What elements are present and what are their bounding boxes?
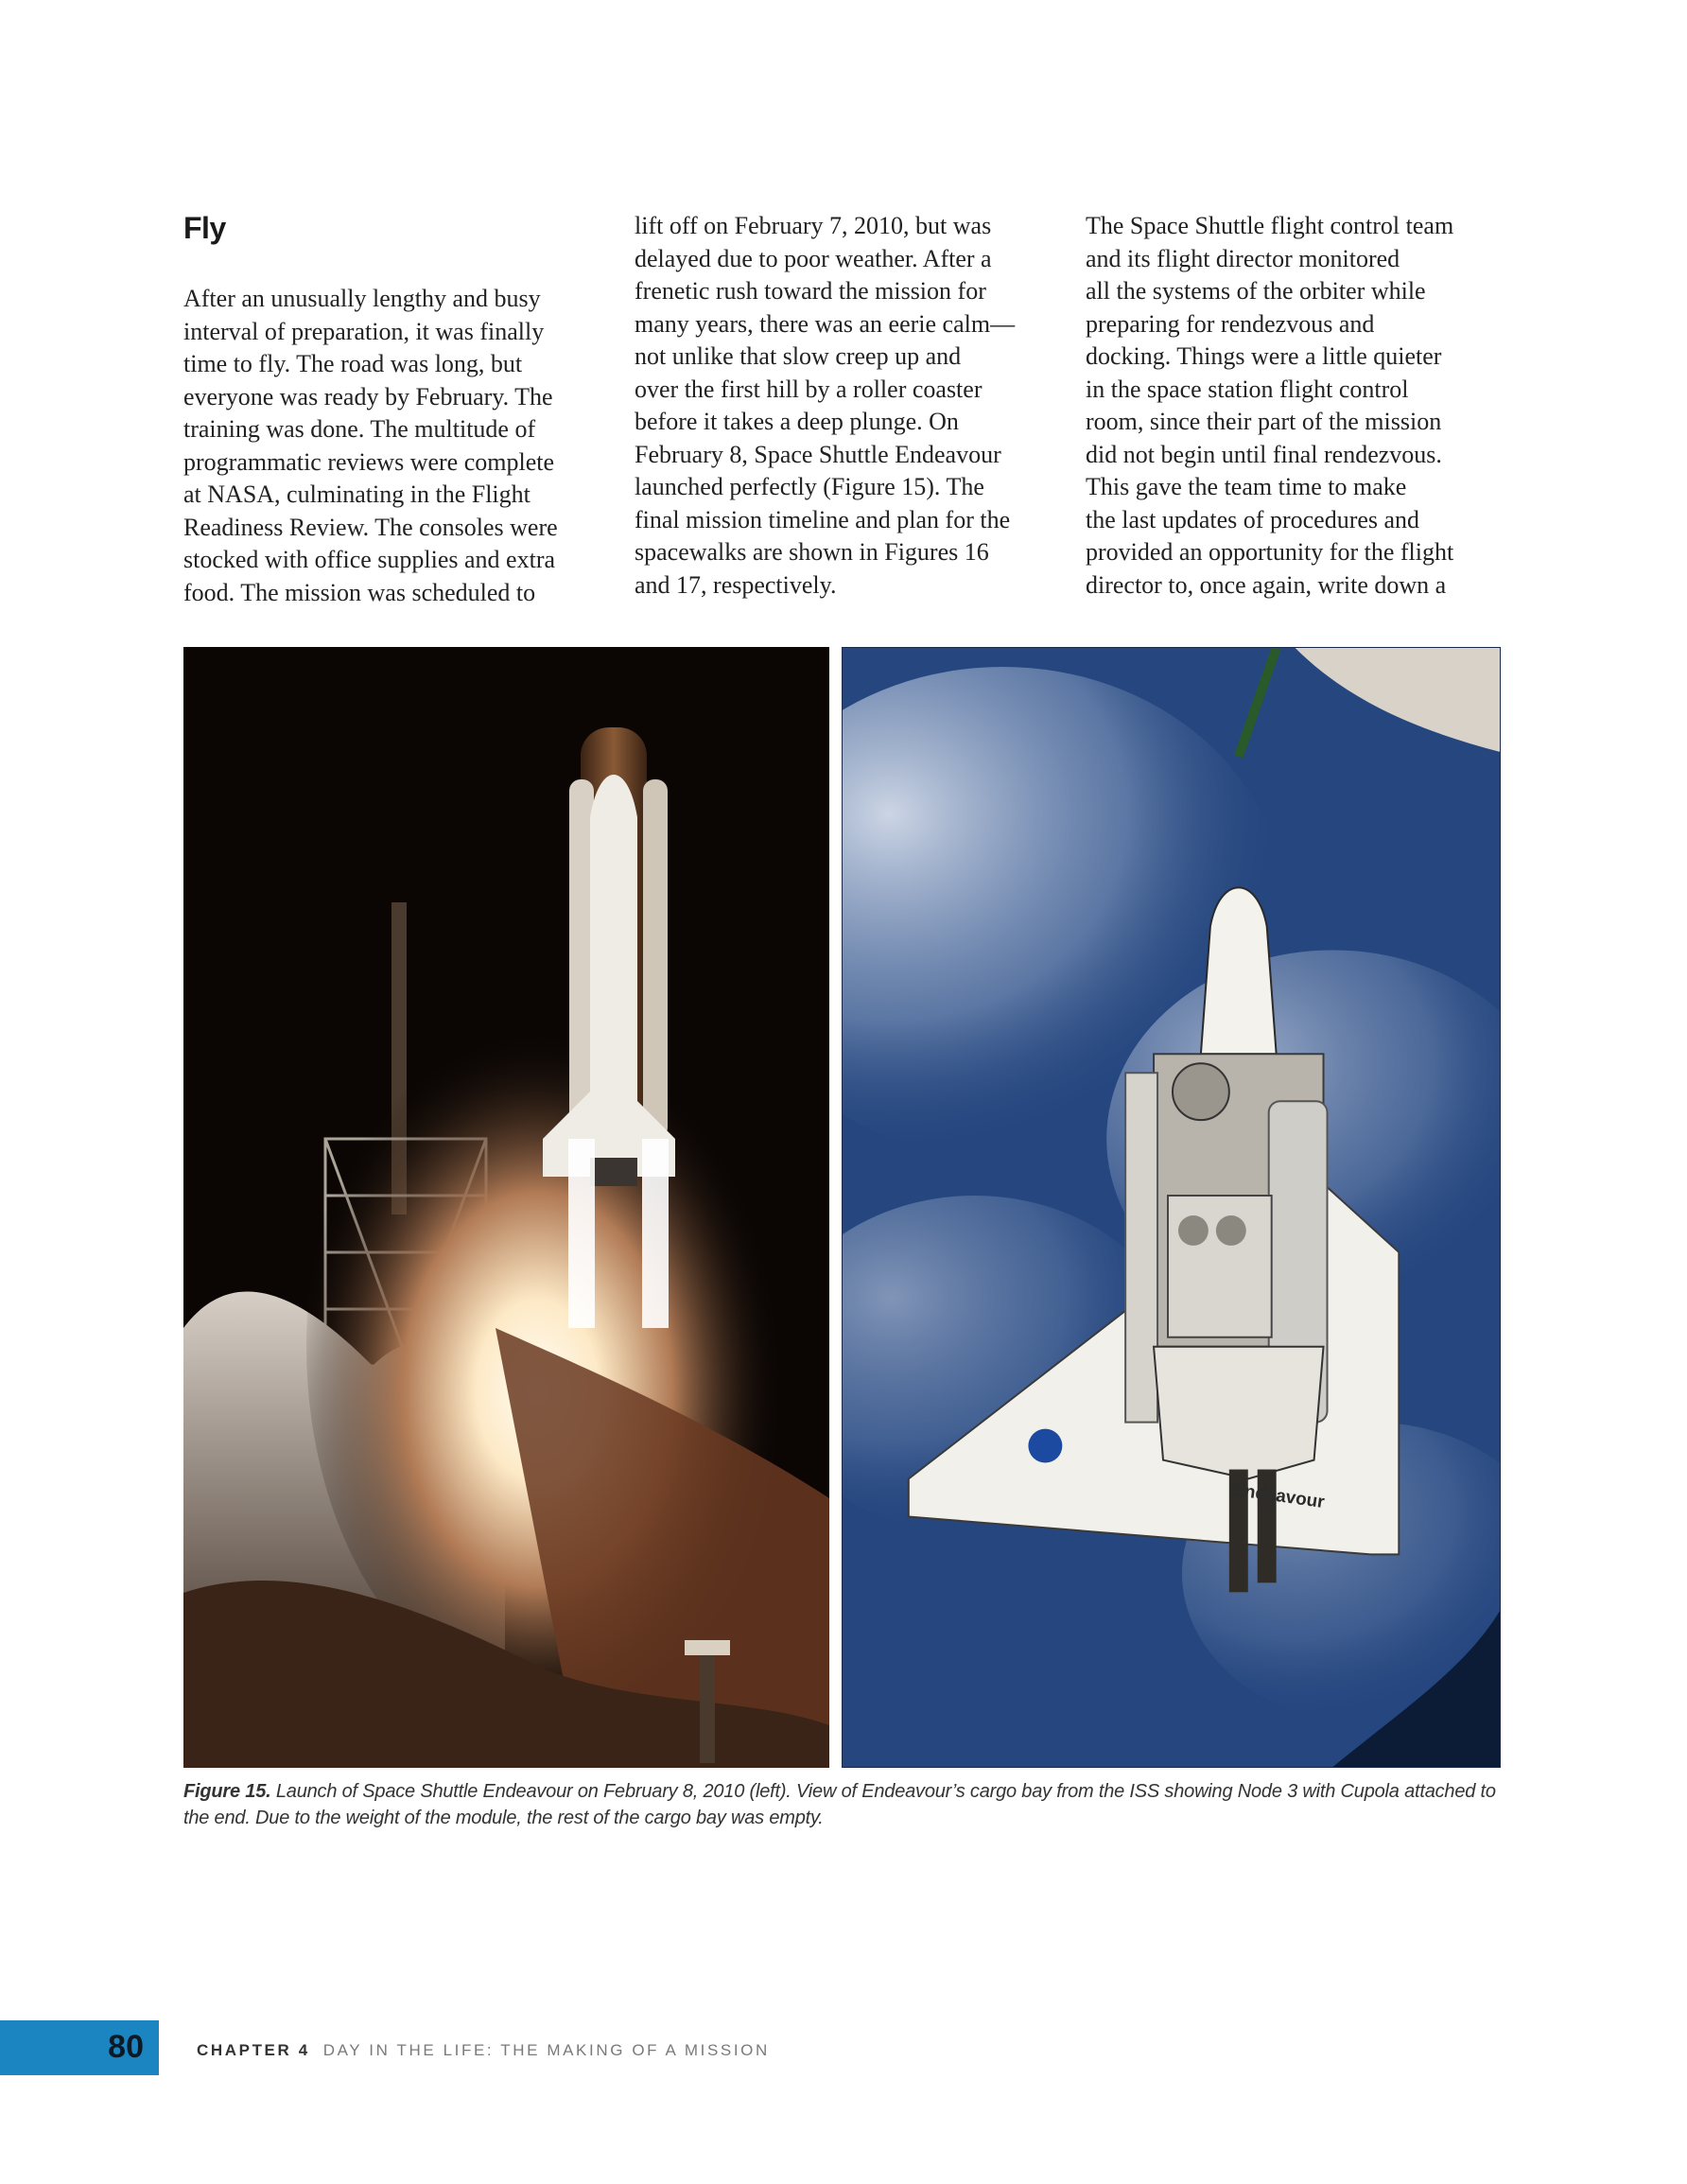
text-column-1	[183, 210, 605, 609]
page-number: 80	[108, 2029, 144, 2065]
launch-photo	[183, 647, 829, 1768]
orbit-photo-image	[843, 648, 1500, 1767]
text-column-3	[1086, 210, 1507, 602]
figure-label: Figure 15.	[183, 1781, 271, 1802]
launch-photo-image	[183, 647, 829, 1768]
orbit-photo	[842, 647, 1501, 1768]
figure-caption-text: Launch of Space Shuttle Endeavour on February 8, 2010 (left). View of Endeavour’s cargo bay from the ISS showing Node 3 with Cupola attached to the end. Due to the weight of the module, the rest of the cargo bay was empty.	[183, 1781, 1496, 1828]
body-paragraph: The Space Shuttle flight control team and its flight director monitored all the systems of the orbiter while preparing for rendezvous and docking. Things were a little quieter in the space station flight control room, since their part of the mission did not begin until final rendezvous. This gave the team time to make the last updates of procedures and provided an opportunity for the flight director to, once again, write down a	[1086, 212, 1454, 599]
chapter-title: DAY IN THE LIFE: THE MAKING OF A MISSION	[322, 2041, 770, 2059]
section-heading: Fly	[183, 211, 226, 245]
text-column-2	[635, 210, 1056, 602]
body-paragraph: lift off on February 7, 2010, but was delayed due to poor weather. After a frenetic rush toward the mission for many years, there was an eerie calm— not unlike that slow creep up and over the first hill by a roller coaster before it takes a deep plunge. On February 8, Space Shuttle Endeavour launched perfectly (Figure 15). The final mission timeline and plan for the spacewalks are shown in Figures 16 and 17, respectively.	[635, 212, 1016, 599]
body-paragraph: After an unusually lengthy and busy interval of preparation, it was finally time to fly. The road was long, but everyone was ready by February. The training was done. The multitude of programmatic reviews were complete at NASA, culminating in the Flight Readiness Review. The consoles were stocked with office supplies and extra food. The mission was scheduled to	[183, 285, 558, 606]
orbiter-name-label: Endeavour	[1231, 1479, 1326, 1513]
chapter-label: CHAPTER 4	[197, 2041, 310, 2059]
running-footer	[197, 2041, 770, 2060]
figure-caption	[183, 1778, 1507, 1831]
page-number-tab	[0, 2020, 159, 2075]
